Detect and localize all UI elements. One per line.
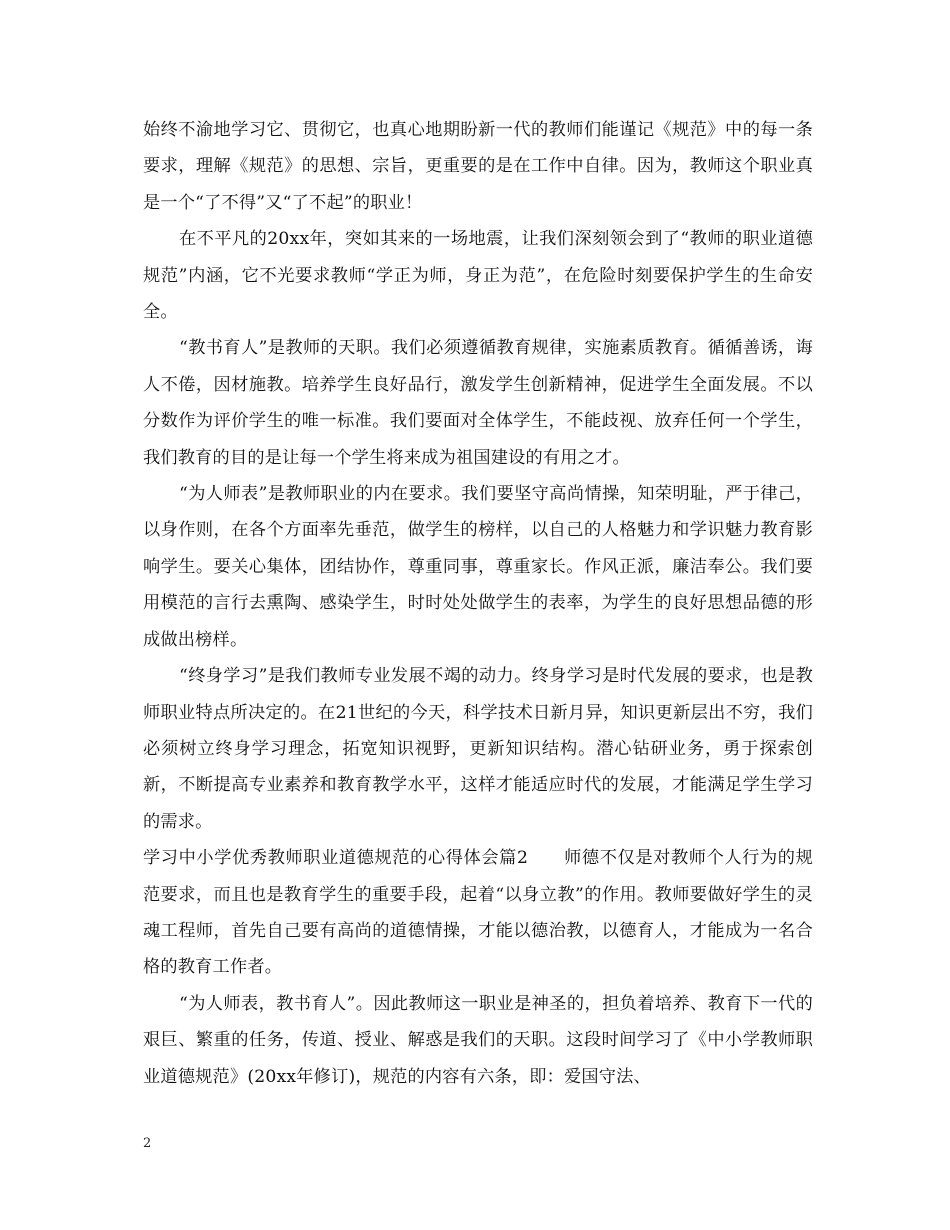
paragraph-5: “终身学习”是我们教师专业发展不竭的动力。终身学习是时代发展的要求，也是教师职业特点所决定的。在21世纪的今天，科学技术日新月异，知识更新层出不穷，我们必须树立终身学习理念，拓宽知识视野，更新知识结构。潜心钻研业务，勇于探索创新，不断提高专业素养和教育教学水平，这样才能适应时代的发展，才能满足学生学习的需求。 xyxy=(143,666,813,832)
paragraph-4: “为人师表”是教师职业的内在要求。我们要坚守高尚情操，知荣明耻，严于律己，以身作则，在各个方面率先垂范，做学生的榜样，以自己的人格魅力和学识魅力教育影响学生。要关心集体，团结协作，尊重同事，尊重家长。作风正派，廉洁奉公。我们要用模范的言行去熏陶、感染学生，时时处处做学生的表率，为学生的良好思想品德的形成做出榜样。 xyxy=(143,484,813,650)
paragraph-1: 始终不渝地学习它、贯彻它，也真心地期盼新一代的教师们能谨记《规范》中的每一条要求，理解《规范》的思想、宗旨，更重要的是在工作中自律。因为，教师这个职业真是一个“了不得”又“了不起”的职业！ xyxy=(143,120,813,213)
paragraph-3: “教书育人”是教师的天职。我们必须遵循教育规律，实施素质教育。循循善诱，诲人不倦，因材施教。培养学生良好品行，激发学生创新精神，促进学生全面发展。不以分数作为评价学生的唯一标准。我们要面对全体学生，不能歧视、放弃任何一个学生，我们教育的目的是让每一个学生将来成为祖国建设的有用之才。 xyxy=(143,338,813,468)
paragraph-6-section-heading: 学习中小学优秀教师职业道德规范的心得体会篇2 师德不仅是对教师个人行为的规范要求，而且也是教育学生的重要手段，起着“以身立教”的作用。教师要做好学生的灵魂工程师，首先自己要有高尚的道德情操，才能以德治教，以德育人，才能成为一名合格的教育工作者。 xyxy=(143,848,813,978)
paragraph-7: “为人师表，教书育人”。因此教师这一职业是神圣的，担负着培养、教育下一代的艰巨、繁重的任务，传道、授业、解惑是我们的天职。这段时间学习了《中小学教师职业道德规范》(20xx年修订)，规范的内容有六条，即：爱国守法、 xyxy=(143,993,813,1087)
paragraph-2: 在不平凡的20xx年，突如其来的一场地震，让我们深刻领会到了“教师的职业道德规范”内涵，它不光要求教师“学正为师，身正为范”，在危险时刻要保护学生的生命安全。 xyxy=(143,229,813,323)
document-body xyxy=(143,112,813,1095)
page-number: 2 xyxy=(143,1136,152,1151)
